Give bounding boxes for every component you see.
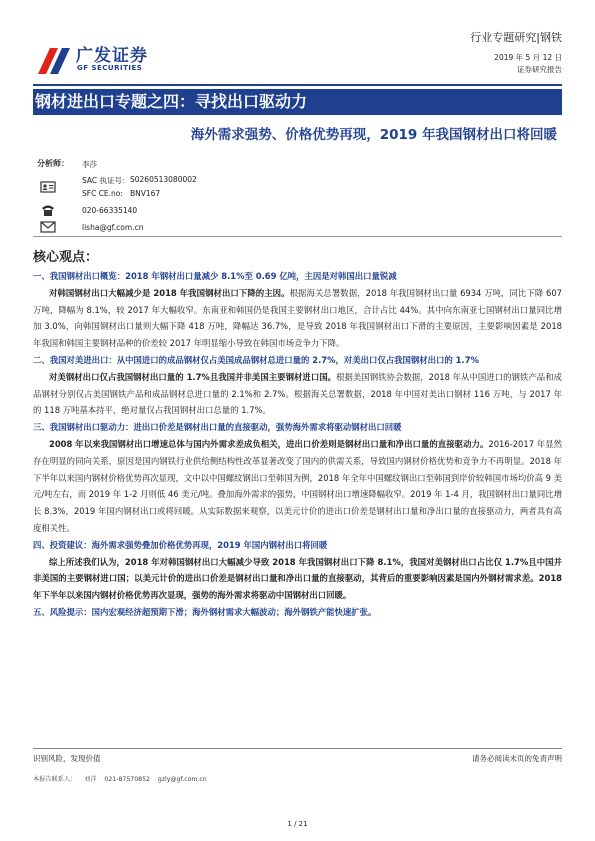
sfc-number: BNV167: [130, 189, 161, 198]
analyst-name: 李莎: [82, 160, 97, 169]
id-card-icon: [40, 180, 56, 194]
section-paragraph-3: [33, 436, 562, 537]
sac-label: SAC 执证号：: [82, 176, 130, 185]
analyst-email: lisha@gf.com.cn: [82, 223, 144, 232]
section-heading-5: 五、风险提示：国内宏观经济超预期下滑；海外钢材需求大幅波动；海外钢铁产能快速扩张。: [33, 606, 377, 617]
section-heading-3: 三、我国钢材出口驱动力：进出口价差是钢材出口量的直接驱动，强势海外需求将驱动钢材出口回暖: [33, 422, 402, 433]
logo-name-en: GF SECURITIES: [77, 64, 143, 72]
sfc-label: SFC CE.no:: [82, 189, 123, 198]
gf-logo-icon: [34, 44, 74, 78]
footer-slogan: 识别风险，发现价值: [33, 754, 101, 763]
section-body-3: 2016-2017 年显然存在明显的同向关系，原因是国内钢铁行业供给侧结构性改革显著改变了国内的供需关系，导致国内钢材价格优势和竞争力不再明显。2018 年下半年以来国内钢材价格优势再次显现，文中以中国螺纹钢出口至韩国为例，2018 年全年中国螺纹钢出口至韩国到岸价较韩国市场均价高 9 美元/吨左右，而 2019 年 1-2 月则低 46 美元/吨。叠加海外需求的强势，中国钢材出口增速降幅收窄。2019 年 1-4 月，我国钢材出口量同比增长 8.3%，2019 年国内钢材出口或将回暖。从实际数据来观察，以美元计价的进出口价差是钢材出口量和净出口量的直接驱动力，两者具有高度相关性。: [33, 438, 562, 533]
section-paragraph-1: [33, 285, 562, 352]
info-divider: [33, 236, 562, 237]
footer-disclaimer: 请务必阅读末页的免责声明: [472, 754, 562, 763]
section-lead-3: 2008 年以来我国钢材出口增速总体与国内外需求差成负相关，进出口价差则是钢材出口量和净出口量的直接驱动力。: [49, 438, 489, 449]
page-number: 1 / 21: [287, 820, 308, 828]
header-meta: [470, 30, 562, 76]
footer-contact: 本报告联系人： 刘洋 021-87570852 gzly@gf.com.cn: [33, 776, 207, 783]
section-paragraph-2: [33, 369, 562, 419]
report-subtitle: 海外需求强势、价格优势再现，2019 年我国钢材出口将回暖: [190, 127, 557, 143]
sac-number: S0260513080002: [130, 175, 197, 184]
section-heading-4: 四、投资建议：海外需求强势叠加价格优势再现，2019 年国内钢材出口将回暖: [33, 539, 328, 550]
envelope-icon: [40, 220, 56, 234]
section-heading-1: 一、我国钢材出口概览：2018 年钢材出口量减少 8.1%至 0.69 亿吨，主因是对韩国出口量锐减: [33, 271, 397, 281]
section-lead-1: 对韩国钢材出口大幅减少是 2018 年我国钢材出口下降的主因。: [49, 287, 290, 298]
core-points-title: 核心观点：: [33, 250, 99, 265]
footer-divider: [33, 748, 562, 749]
analyst-phone: 020-66335140: [82, 206, 138, 215]
section-lead-4: 综上所述我们认为，2018 年对韩国钢材出口大幅减少导致 2018 年我国钢材出口下降 8.1%，我国对美钢材出口占比仅 1.7%且中国并非美国的主要钢材进口国；以美元计价的进出口价差是钢材出口量和净出口量的直接驱动，其背后的重要影响因素是国内外钢材需求差。2018 年下半年以来国内钢材价格优势再次显现，强势的海外需求将驱动中国钢材出口回暖。: [33, 556, 562, 601]
section-body-1: 根据海关总署数据，2018 年我国钢材出口量 6934 万吨，同比下降 607 万吨，降幅为 8.1%，较 2017 年大幅收窄。东南亚和韩国仍是我国主要钢材出口地区，合计占比 44%。其中向东南亚七国钢材出口量同比增加 3.0%，向韩国钢材出口量则大幅下降 418 万吨，降幅达 36.7%，是导致 2018 年我国钢材出口下滑的主要原因，主要影响因素是 2018 年我国和韩国主要钢材品种的价差较 2017 年明显缩小导致在韩国市场竞争力下降。: [33, 287, 563, 349]
section-heading-2: 二、我国对美进出口：从中国进口的成品钢材仅占美国成品钢材总进口量的 2.7%，对美出口仅占我国钢材出口的 1.7%: [33, 354, 479, 365]
section-paragraph-4: [33, 554, 562, 604]
report-title: 钢材进出口专题之四：寻找出口驱动力: [33, 89, 562, 115]
report-type: 行业专题研究|钢铁: [470, 31, 562, 44]
core-points-body: [33, 268, 562, 621]
report-category: 证券研究报告: [517, 65, 562, 74]
logo-name-cn: 广发证券: [76, 46, 148, 66]
phone-icon: [40, 203, 56, 217]
section-lead-2: 对美钢材出口仅占我国钢材出口量的 1.7%且我国并非美国主要钢材进口国。: [49, 371, 337, 382]
report-date: 2019 年 5 月 12 日: [494, 53, 562, 62]
analyst-label: 分析师：: [37, 159, 69, 168]
header-divider: [33, 84, 562, 86]
section-body-2: 根据美国钢铁协会数据，2018 年从中国进口的钢铁产品和成品钢材分别仅占美国钢铁产品和成品钢材总进口量的 2.1%和 2.7%。根据海关总署数据，2018 年中国对美出口钢材 116 万吨，与 2017 年的 118 万吨基本持平，绝对量仅占我国钢材出口总量的 1.7%。: [33, 371, 562, 416]
